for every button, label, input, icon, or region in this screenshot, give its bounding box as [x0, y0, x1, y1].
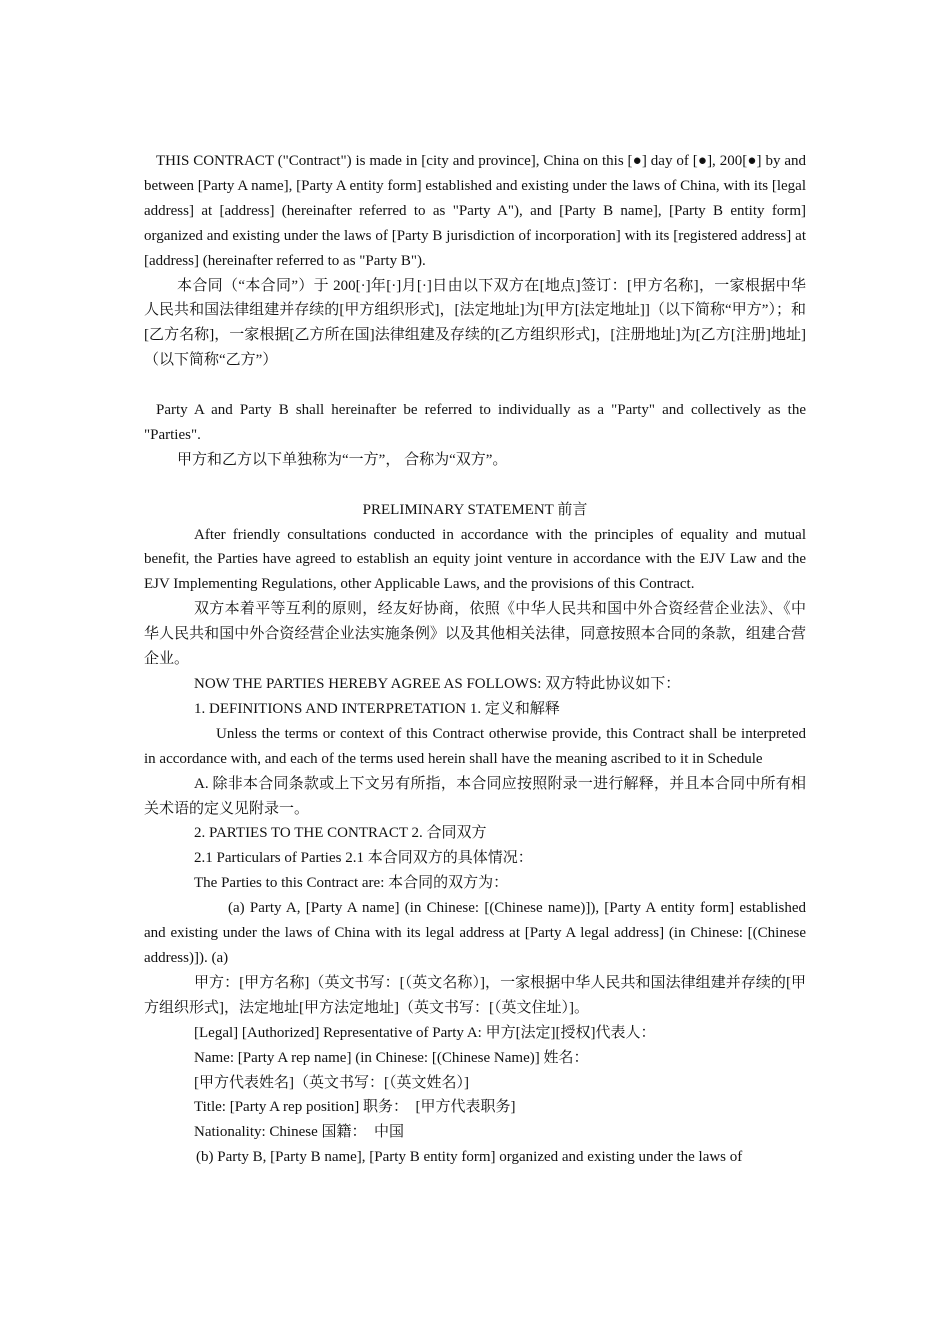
party-a-representative-heading: [Legal] [Authorized] Representative of Party A: 甲方[法定][授权]代表人： [194, 1024, 656, 1041]
intro-paragraph-cn: 本合同（“本合同”）于 200[·]年[·]月[·]日由以下双方在[地点]签订：[甲方名称]，一家根据中华人民共和国法律组建并存续的[甲方组织形式]，[法定地址]为[甲方[法定地址]]（以下简称“甲方”）；和[乙方名称]，一家根据[乙方所在国]法律组建及存续的[乙方组织形式]，[注册地址]为[乙方[注册]地址]（以下简称“乙方”） [144, 277, 806, 369]
party-a-paragraph-cn: 甲方：[甲方名称]（英文书写：[（英文名称）]，一家根据中华人民共和国法律组建并存续的[甲方组织形式]，法定地址[甲方法定地址]（英文书写：[（英文住址）]。 [144, 974, 806, 1016]
contract-page [144, 149, 806, 1170]
blank-line [144, 473, 806, 498]
blank-line [144, 373, 806, 398]
parties-definition-en: Party A and Party B shall hereinafter be referred to individually as a "Party" and collectively as the "Parties". [144, 402, 806, 443]
party-a-rep-title: Title: [Party A rep position] 职务： [甲方代表职务] [194, 1099, 516, 1116]
preliminary-paragraph-en: After friendly consultations conducted in accordance with the principles of equality and mutual benefit, the Parties have agreed to establish an equity joint venture in accordance with the EJV Law and the EJV Implementing Regulations, other Applicable Laws, and the provisions of this Contract. [144, 526, 806, 593]
agreement-line: NOW THE PARTIES HEREBY AGREE AS FOLLOWS: 双方特此协议如下： [194, 676, 681, 692]
parties-definition-cn: 甲方和乙方以下单独称为“一方”， 合称为“双方”。 [177, 451, 508, 468]
party-b-paragraph-en: (b) Party B, [Party B name], [Party B entity form] organized and existing under the laws of [196, 1149, 743, 1166]
parties-are-line: The Parties to this Contract are: 本合同的双方为： [194, 875, 509, 892]
preliminary-paragraph-cn: 双方本着平等互利的原则，经友好协商，依照《中华人民共和国中外合资经营企业法》、《中华人民共和国中外合资经营企业法实施条例》以及其他相关法律，同意按照本合同的条款，组建合营企业。 [144, 601, 806, 668]
preliminary-statement-heading: PRELIMINARY STATEMENT 前言 [362, 501, 588, 518]
section-1-paragraph-en: Unless the terms or context of this Contract otherwise provide, this Contract shall be interpreted in accordance with, and each of the terms used herein shall have the meaning ascribed to it in Schedule [144, 725, 806, 767]
party-a-paragraph-en: (a) Party A, [Party A name] (in Chinese: [(Chinese name)]), [Party A entity form] established and existing under the laws of China with its legal address at [Party A legal address] (in Chinese: [(Chinese address)]). (a) [144, 900, 806, 966]
party-a-rep-nationality: Nationality: Chinese 国籍： 中国 [194, 1124, 404, 1141]
section-1-paragraph-cn: A. 除非本合同条款或上下文另有所指，本合同应按照附录一进行解释，并且本合同中所有相关术语的定义见附录一。 [144, 775, 806, 817]
section-2-1-heading: 2.1 Particulars of Parties 2.1 本合同双方的具体情况： [194, 850, 533, 867]
section-1-heading: 1. DEFINITIONS AND INTERPRETATION 1. 定义和解释 [194, 700, 560, 717]
section-2-heading: 2. PARTIES TO THE CONTRACT 2. 合同双方 [194, 825, 487, 842]
party-a-rep-name-cn: [甲方代表姓名]（英文书写：[（英文姓名）] [194, 1074, 469, 1091]
intro-paragraph-en: THIS CONTRACT ("Contract") is made in [city and province], China on this [●] day of [●], 200[●] by and between [Party A name], [Party A entity form] established and existing under the laws of China, with its [legal address] at [address] (hereinafter referred to as "Party A"), and [Party B name], [Party B entity form] organized and existing under the laws of [Party B jurisdiction of incorporation] with its [registered address] at [address] (hereinafter referred to as "Party B"). [144, 153, 806, 269]
party-a-rep-name: Name: [Party A rep name] (in Chinese: [(Chinese Name)] 姓名： [194, 1049, 589, 1066]
